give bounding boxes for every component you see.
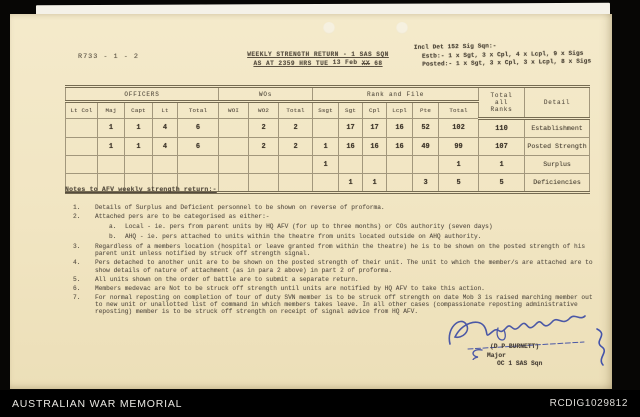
note-text: Details of Surplus and Deficient personnel to be shown on reverse of proforma. [95,204,385,211]
cell [279,174,313,193]
archive-caption-bar [0,390,640,417]
cell-detail: Deficiencies [525,174,590,193]
title-as-at: AS AT 2359 HRS TUE [253,60,329,67]
note-text: All units shown on the order of battle are to submit a separate return. [95,275,359,283]
signatory-name: (D P BURNETT) [490,343,540,350]
strength-return-table [65,85,590,194]
cell: 52 [413,119,439,138]
table-row-establishment [66,119,590,138]
col-total-officers: Total [178,102,219,119]
cell [279,156,313,174]
cell: 1 [98,119,125,138]
title-date: 13 Feb [332,59,358,66]
col-pte: Pte [413,102,439,119]
cell: 1 [125,138,153,156]
title-struck-text: XX [361,60,371,67]
cell: 16 [339,138,363,156]
cell [387,156,413,174]
cell: 4 [153,119,178,138]
col-capt: Capt [125,102,153,119]
note-number: 4. [73,259,81,267]
cell: 102 [439,119,479,138]
cell: 1 [98,138,125,156]
cell: 2 [249,138,279,156]
col-lt-col: Lt Col [66,102,98,119]
cell [66,138,98,156]
note-text: Regardless of a members location (hospital or leave granted from within the theatre) he is to be shown on the posted strength of his parent unit unless notified by struck off strength signal. [95,242,586,258]
cell: 17 [339,119,363,138]
col-lcpl: Lcpl [387,102,413,119]
notes-heading: Notes to AFV weekly strength return:- [65,186,217,193]
cell: 49 [413,138,439,156]
note-item [65,243,597,258]
note-sub-items [95,223,597,240]
signatory-rank: Major [487,351,506,359]
note-item [65,276,597,283]
sub-text: Local - ie. pers from parent units by HQ AFV (for up to three months) or COs authority (seven days) [125,222,493,230]
file-reference: R733 - 1 - 2 [78,53,139,61]
cell [66,119,98,138]
note-number: 5. [73,275,81,283]
cell-total-all-ranks: 107 [479,138,525,156]
cell: 2 [249,119,279,138]
cell-detail: Establishment [525,119,590,138]
cell: 6 [178,119,219,138]
col-cpl: Cpl [363,102,387,119]
cell [98,156,125,174]
cell [387,174,413,193]
title-line-1: WEEKLY STRENGTH RETURN - 1 SAS SQN [247,51,389,58]
cell [249,156,279,174]
cell: 99 [439,138,479,156]
note-item [65,259,597,274]
cell [178,156,219,174]
cell: 1 [313,156,339,174]
col-total-rank-file: Total [439,102,479,119]
sub-text: AHQ - ie. pers attached to units within the theatre from units located outside on AHQ authority. [125,232,482,240]
pen-squiggle-mark [590,326,616,372]
note-item [65,213,597,220]
cell [66,156,98,174]
cell-detail: Surplus [525,156,590,174]
cell: 5 [439,174,479,193]
col-lt: Lt [153,102,178,119]
cell [313,174,339,193]
note-text: Attached pers are to be categorised as either:- [95,213,270,220]
cell [363,156,387,174]
cell-total-all-ranks: 1 [479,156,525,174]
cell: 16 [387,138,413,156]
incl-line: Estb:- 1 x Sgt, 3 x Cpl, 4 x Lcpl, 9 x Sigs [421,49,584,60]
col-sgt: Sgt [339,102,363,119]
incl-line: Incl Det 152 Sig Sqn:- [413,42,497,51]
title-line-2 [222,59,414,68]
cell [219,138,249,156]
note-text: For normal reposting on completion of tour of duty SVN member is to be struck off strength on date Mob 3 is raised marching member out to new unit or unallotted list of command in which members takes leave. In all other cases (compassionate reposting administrative reposting) member is to be struck off strength on receipt of signal advice from HQ AFV. [95,293,593,316]
cell [413,156,439,174]
cell: 17 [363,119,387,138]
cell [249,174,279,193]
sub-letter: b. [109,232,117,240]
note-number: 3. [73,242,81,250]
incl-line: Posted:- 1 x Sgt, 3 x Cpl, 3 x Lcpl, 8 x Sigs [422,57,592,68]
document-page [10,14,612,389]
table-group-header-row [66,87,590,102]
cell: 6 [178,138,219,156]
cell: 16 [363,138,387,156]
cell [313,119,339,138]
note-number: 6. [73,284,81,292]
cell: 1 [339,174,363,193]
cell: 2 [279,119,313,138]
note-number: 2. [73,213,81,220]
note-sub-item [95,233,597,240]
title-year: 68 [374,60,383,67]
arl-word: Ranks [490,106,513,113]
punch-hole [396,22,408,34]
cell: 1 [363,174,387,193]
note-number: 7. [73,293,81,301]
cell [125,156,153,174]
cell: 2 [279,138,313,156]
cell-total-all-ranks: 5 [479,174,525,193]
table-row-surplus [66,156,590,174]
note-item [65,204,597,211]
cell [219,174,249,193]
archive-item-id: RCDIG1029812 [549,398,628,409]
notes-list [65,204,597,317]
archive-name: AUSTRALIAN WAR MEMORIAL [12,397,183,410]
signature-block [487,343,542,369]
cell [153,156,178,174]
group-rank-and-file: Rank and File [313,87,479,102]
signatory-appointment: OC 1 SAS Sqn [497,360,543,368]
col-ssgt: Ssgt [313,102,339,119]
note-item [65,285,597,292]
punch-hole [323,22,335,34]
cell [339,156,363,174]
group-total-all-ranks [479,87,525,119]
table-row-posted-strength [66,138,590,156]
note-number: 1. [73,204,81,211]
cell: 1 [313,138,339,156]
cell-total-all-ranks: 110 [479,119,525,138]
col-total-wos: Total [279,102,313,119]
cell: 16 [387,119,413,138]
col-woi: WOI [219,102,249,119]
group-officers: OFFICERS [66,87,219,102]
arl-word: Total [490,92,513,99]
cell [219,156,249,174]
col-maj: Maj [98,102,125,119]
cell: 1 [439,156,479,174]
column-detail: Detail [525,87,590,119]
cell [219,119,249,138]
document-title [222,50,414,68]
note-text: Pers detached to another unit are to be shown on the posted strength of their unit. The unit to which the member/s are attached are to show details of nature of attachment (as in para 2 above) in part 2 of proforma. [95,259,593,274]
group-wos: WOs [219,87,313,102]
cell-detail: Posted Strength [525,138,590,156]
cell: 4 [153,138,178,156]
cell: 1 [125,119,153,138]
note-text: Members medevac are Not to be struck off strength until units are notified by HQ AFV to take this action. [95,284,485,292]
arl-word: all [494,99,509,106]
sub-letter: a. [109,222,117,230]
included-detachment-note [414,40,610,70]
note-sub-item [95,223,597,230]
col-wo2: WO2 [249,102,279,119]
cell: 3 [413,174,439,193]
